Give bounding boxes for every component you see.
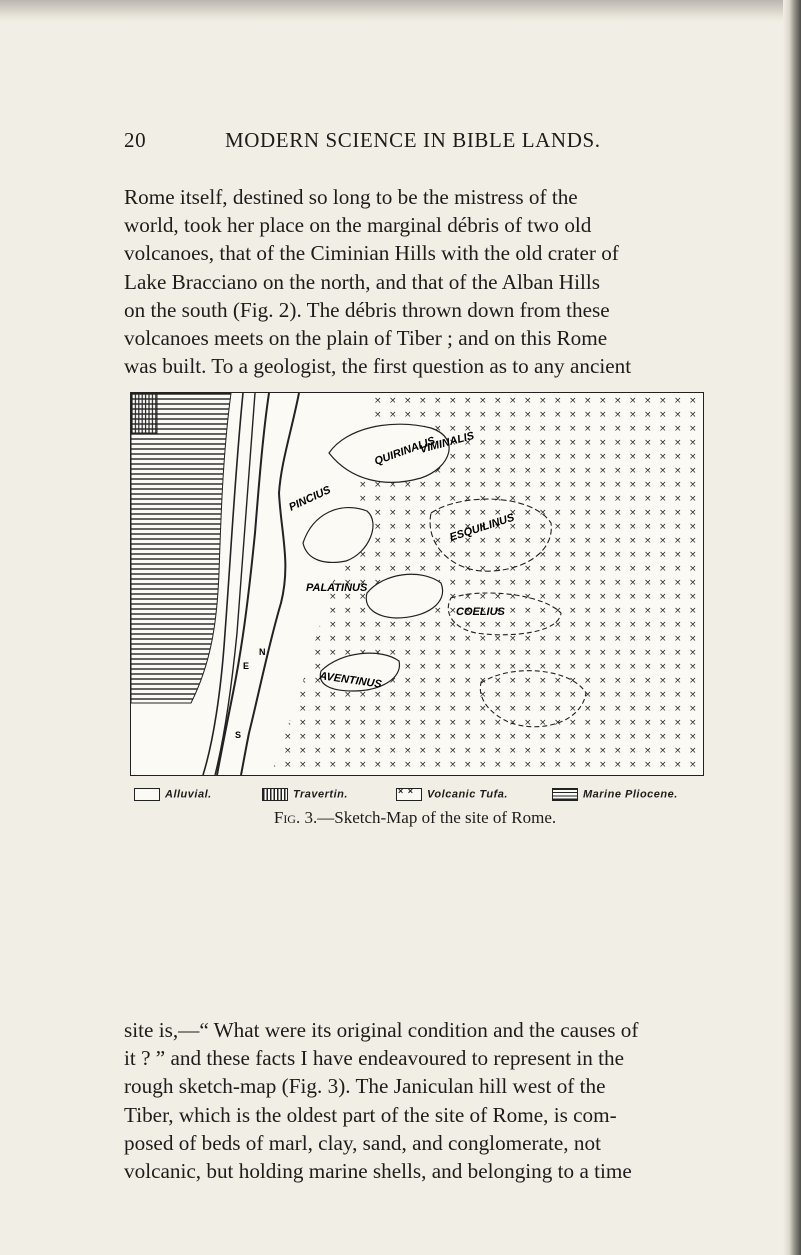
legend-alluvial [134,788,212,806]
text-line: posed of beds of marl, clay, sand, and conglomerate, not [124,1130,601,1155]
sketch-map-figure [130,392,704,776]
paragraph-2 [124,1016,706,1185]
volcanic-tufa-swatch [396,788,422,801]
running-head-title: MODERN SCIENCE IN BIBLE LANDS. [225,128,601,152]
text-line: Tiber, which is the oldest part of the site of Rome, is com- [124,1102,617,1127]
legend-volcanic-tufa-label: Volcanic Tufa. [427,788,508,801]
map-label-quirinalis: QUIRINALIS [372,434,437,468]
legend-volcanic-tufa [396,788,508,806]
travertin-swatch [262,788,288,801]
map-marker-n: N [259,647,266,657]
text-line: was built. To a geologist, the first question as to any ancient [124,354,632,379]
legend-marine-pliocene-label: Marine Pliocene. [583,788,678,801]
text-line: volcanoes, that of the Ciminian Hills with the old crater of [124,241,619,266]
map-label-viminalis: VIMINALIS [418,429,476,456]
map-label-palatinus: PALATINUS [306,582,368,594]
marine-pliocene-region [131,393,231,703]
text-line: world, took her place on the marginal débris of two old [124,213,592,238]
running-head [124,128,704,158]
alluvial-swatch [134,788,160,801]
page-number: 20 [124,128,147,152]
text-line: site is,—“ What were its original condition and the causes of [124,1018,639,1042]
text-line: Rome itself, destined so long to be the mistress of the [124,185,578,209]
figure-caption-label: Fig. 3. [273,808,318,827]
text-line: rough sketch-map (Fig. 3). The Janiculan hill west of the [124,1074,606,1099]
text-line: volcanic, but holding marine shells, and belonging to a time [124,1159,632,1184]
map-label-coelius: COELIUS [456,606,505,618]
marine-pliocene-swatch [552,788,578,801]
map-marker-s: S [235,730,242,740]
legend-travertin [262,788,348,806]
map-marker-e: E [243,661,250,671]
travertin-region [131,393,157,433]
text-line: volcanoes meets on the plain of Tiber ; and on this Rome [124,326,608,351]
legend-alluvial-label: Alluvial. [165,788,212,801]
map-label-aventinus: AVENTINUS [318,670,383,691]
text-line: on the south (Fig. 2). The débris thrown down from these [124,297,610,322]
sketch-map [131,393,703,775]
page-top-shadow [0,0,801,22]
paragraph-1 [124,183,706,380]
page-edge-shadow [783,0,801,1255]
legend-marine-pliocene [552,788,678,806]
text-line: it ? ” and these facts I have endeavoured to represent in the [124,1046,625,1071]
figure-caption [124,808,706,828]
figure-caption-text: —Sketch-Map of the site of Rome. [317,808,557,827]
map-legend [134,788,704,806]
map-label-esquilinus: ESQUILINUS [448,511,516,544]
legend-travertin-label: Travertin. [293,788,348,801]
map-label-pincius: PINCIUS [287,483,333,514]
text-line: Lake Bracciano on the north, and that of the Alban Hills [124,269,600,294]
